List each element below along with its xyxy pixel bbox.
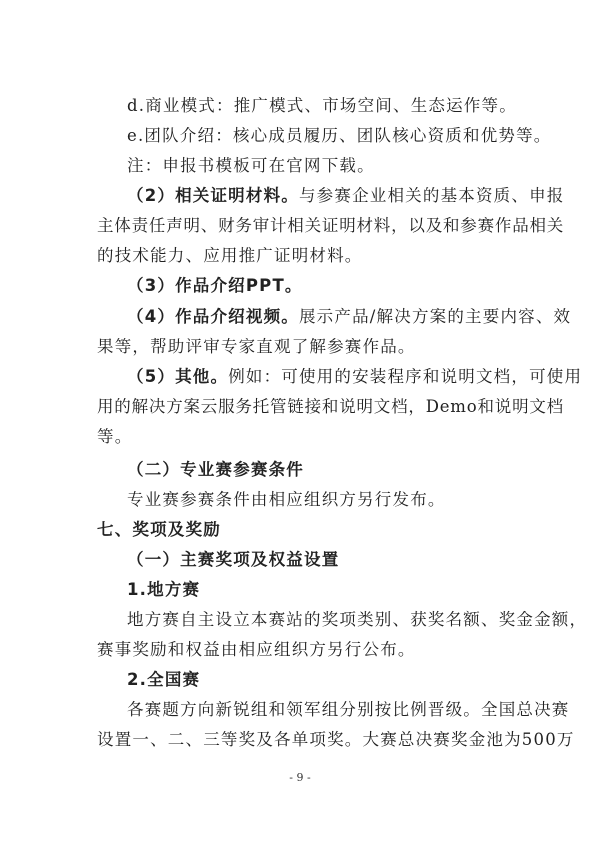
paragraph-proof-materials-line3: 的技术能力、应用推广证明材料。 [97, 246, 363, 265]
paragraph-video [127, 306, 571, 328]
subsection-heading-main-awards: （一）主赛奖项及权益设置 [127, 550, 340, 569]
paragraph-proof-materials [127, 185, 564, 207]
paragraph-video-line2: 果等，帮助评审专家直观了解参赛作品。 [97, 337, 416, 356]
paragraph-proof-materials-line2: 主体责任声明、财务审计相关证明材料，以及和参赛作品相关 [97, 216, 565, 235]
paragraph-other-heading: （5）其他。 [127, 367, 229, 386]
paragraph-proof-materials-text: 与参赛企业相关的基本资质、申报 [298, 186, 565, 205]
national-competition-line2: 设置一、二、三等奖及各单项奖。大赛总决赛奖金池为500万 [97, 730, 575, 749]
local-competition-line2: 赛事奖励和权益由相应组织方另行公布。 [97, 640, 416, 659]
item-team-intro: e.团队介绍：核心成员履历、团队核心资质和优势等。 [127, 126, 552, 145]
local-competition-line1: 地方赛自主设立本赛站的奖项类别、获奖名额、奖金金额， [127, 610, 588, 629]
heading-local-competition: 1.地方赛 [127, 580, 201, 599]
note-template-download: 注：申报书模板可在官网下载。 [127, 156, 375, 175]
section-heading-awards: 七、奖项及奖励 [97, 520, 221, 539]
national-competition-line1: 各赛题方向新锐组和领军组分别按比例晋级。全国总决赛 [127, 700, 570, 719]
paragraph-other-line3: 等。 [97, 427, 133, 446]
paragraph-video-text: 展示产品/解决方案的主要内容、效 [298, 307, 572, 326]
paragraph-video-heading: （4）作品介绍视频。 [127, 307, 299, 326]
paragraph-other-line2: 用的解决方案云服务托管链接和说明文档，Demo和说明文档 [97, 397, 564, 416]
paragraph-proof-materials-heading: （2）相关证明材料。 [127, 186, 299, 205]
heading-national-competition: 2.全国赛 [127, 670, 201, 689]
section-professional-conditions-text: 专业赛参赛条件由相应组织方另行发布。 [127, 490, 446, 509]
page-number: - 9 - [289, 771, 311, 784]
section-heading-professional-conditions: （二）专业赛参赛条件 [127, 460, 304, 479]
paragraph-other [127, 366, 582, 388]
item-business-model: d.商业模式：推广模式、市场空间、生态运作等。 [127, 96, 517, 115]
paragraph-ppt: （3）作品介绍PPT。 [127, 276, 303, 295]
paragraph-other-text: 例如：可使用的安装程序和说明文档，可使用 [228, 367, 583, 386]
